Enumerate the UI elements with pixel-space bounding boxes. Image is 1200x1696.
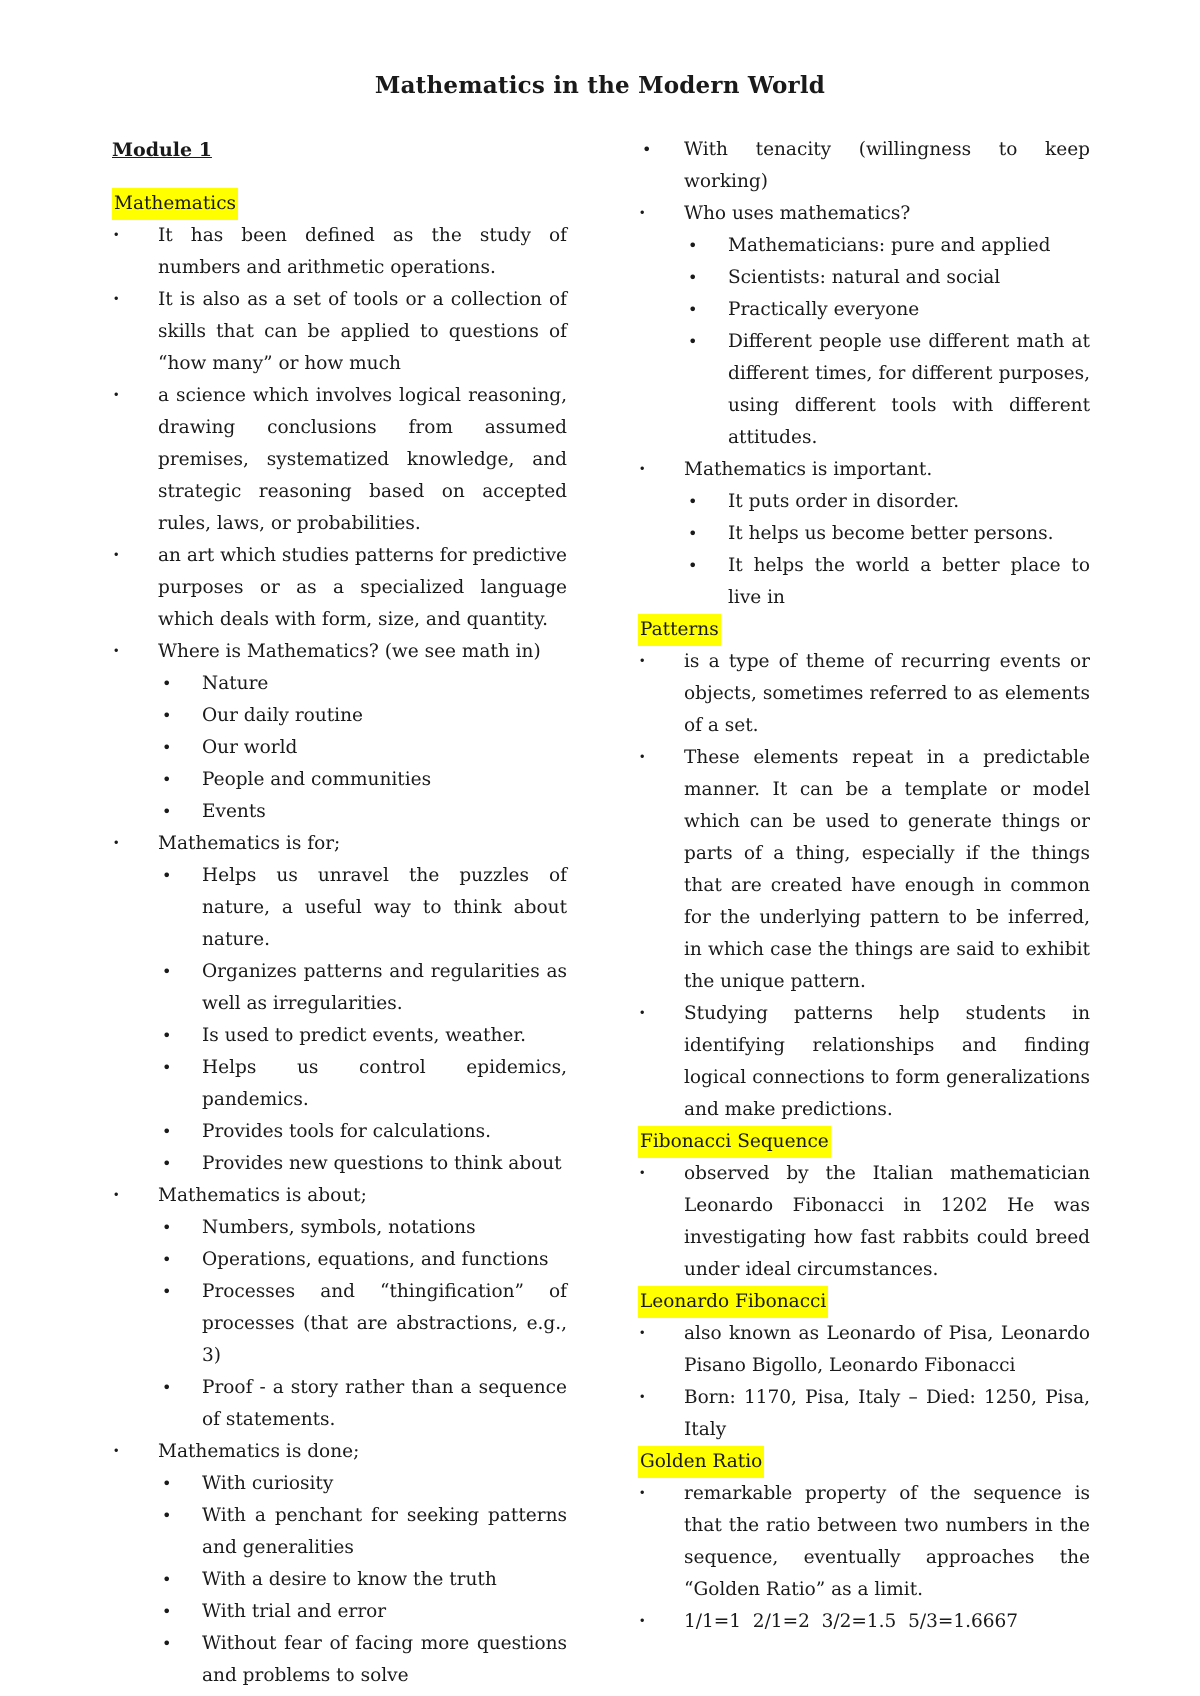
- sub-list-item: • Our world: [158, 732, 567, 764]
- leonardo-fibonacci-list: [638, 1318, 1090, 1446]
- list-item: · 1/1=1 2/1=2 3/2=1.5 5/3=1.6667: [638, 1606, 1090, 1638]
- sub-list-item: • Operations, equations, and functions: [158, 1244, 567, 1276]
- golden-ratio-list: [638, 1478, 1090, 1638]
- list-item: · It is also as a set of tools or a collection of skills that can be applied to questions of “how many” or how much: [112, 284, 567, 380]
- section-heading-mathematics: Mathematics: [112, 188, 238, 220]
- sub-list-item: • Scientists: natural and social: [684, 262, 1090, 294]
- sub-list-item: • Different people use different math at different times, for different purposes, using different tools with different attitudes.: [684, 326, 1090, 454]
- sub-list-item: • With curiosity: [158, 1468, 567, 1500]
- left-column: [112, 134, 567, 1692]
- list-item: · Studying patterns help students in identifying relationships and finding logical connections to form generalizations and make predictions.: [638, 998, 1090, 1126]
- sub-list-item: • Is used to predict events, weather.: [158, 1020, 567, 1052]
- sub-list-item: • Processes and “thingification” of processes (that are abstractions, e.g., 3): [158, 1276, 567, 1372]
- sub-list-item: • It helps us become better persons.: [684, 518, 1090, 550]
- sub-list: [158, 1212, 567, 1436]
- right-column: [638, 134, 1090, 1638]
- sub-list-item: • Without fear of facing more questions and problems to solve: [158, 1628, 567, 1692]
- list-item: · observed by the Italian mathematician Leonardo Fibonacci in 1202 He was investigating how fast rabbits could breed under ideal circumstances.: [638, 1158, 1090, 1286]
- sub-list-item: • Provides tools for calculations.: [158, 1116, 567, 1148]
- list-item: · Where is Mathematics? (we see math in) • Nature • Our daily routine • Our world • People and communities • Events: [112, 636, 567, 828]
- list-item: · These elements repeat in a predictable manner. It can be a template or model which can be used to generate things or parts of a thing, especially if the things that are created have enough in common for the underlying pattern to be inferred, in which case the things are said to exhibit the unique pattern.: [638, 742, 1090, 998]
- sub-list-item: • Our daily routine: [158, 700, 567, 732]
- sub-list-item: • Nature: [158, 668, 567, 700]
- sub-list-item: • Helps us unravel the puzzles of nature, a useful way to think about nature.: [158, 860, 567, 956]
- mathematics-list: [112, 220, 567, 1692]
- list-item: · Mathematics is important. • It puts order in disorder. • It helps us become better persons. • It helps the world a better place to live in: [638, 454, 1090, 614]
- sub-list-item: • Provides new questions to think about: [158, 1148, 567, 1180]
- fibonacci-sequence-list: [638, 1158, 1090, 1286]
- section-heading-fibonacci-sequence: Fibonacci Sequence: [638, 1126, 831, 1158]
- sub-list: [684, 230, 1090, 454]
- section-heading-leonardo-fibonacci: Leonardo Fibonacci: [638, 1286, 828, 1318]
- patterns-list: [638, 646, 1090, 1126]
- list-item: · a science which involves logical reasoning, drawing conclusions from assumed premises, systematized knowledge, and strategic reasoning based on accepted rules, laws, or probabilities.: [112, 380, 567, 540]
- sub-list-item: • Helps us control epidemics, pandemics.: [158, 1052, 567, 1116]
- sub-list-item: • With trial and error: [158, 1596, 567, 1628]
- sub-list-item: • It puts order in disorder.: [684, 486, 1090, 518]
- module-heading: Module 1: [112, 139, 212, 161]
- sub-list: [158, 860, 567, 1180]
- sub-list-item: • People and communities: [158, 764, 567, 796]
- sub-list-item: • Organizes patterns and regularities as well as irregularities.: [158, 956, 567, 1020]
- section-heading-patterns: Patterns: [638, 614, 721, 646]
- list-item: · Who uses mathematics? • Mathematicians: pure and applied • Scientists: natural and social • Practically everyone • Different people use different math at different times, for different purposes, using different tools with different attitudes.: [638, 198, 1090, 454]
- mathematics-continued-list: [638, 198, 1090, 614]
- list-item: · Mathematics is for; • Helps us unravel the puzzles of nature, a useful way to think about nature. • Organizes patterns and regularities as well as irregularities. • Is used to predict events, weather. • Helps us control epidemics, pandemics. • Provides tools for calculations. • Provides new questions to think about: [112, 828, 567, 1180]
- sub-list: [158, 668, 567, 828]
- sub-list-item: • Events: [158, 796, 567, 828]
- list-item: · Mathematics is about; • Numbers, symbols, notations • Operations, equations, and functions • Processes and “thingification” of processes (that are abstractions, e.g., 3) • Proof - a story rather than a sequence of statements.: [112, 1180, 567, 1436]
- sub-list: [158, 1468, 567, 1692]
- list-item: · remarkable property of the sequence is that the ratio between two numbers in the sequence, eventually approaches the “Golden Ratio” as a limit.: [638, 1478, 1090, 1606]
- list-item: · Born: 1170, Pisa, Italy – Died: 1250, Pisa, Italy: [638, 1382, 1090, 1446]
- list-item: · Mathematics is done; • With curiosity • With a penchant for seeking patterns and generalities • With a desire to know the truth • With trial and error • Without fear of facing more questions and problems to solve: [112, 1436, 567, 1692]
- sub-list-item: • With a penchant for seeking patterns and generalities: [158, 1500, 567, 1564]
- sub-list-item: • With tenacity (willingness to keep working): [638, 134, 1090, 198]
- sub-list: [684, 486, 1090, 614]
- sub-list-item: • Proof - a story rather than a sequence of statements.: [158, 1372, 567, 1436]
- sub-list-item: • It helps the world a better place to live in: [684, 550, 1090, 614]
- list-item: · is a type of theme of recurring events or objects, sometimes referred to as elements of a set.: [638, 646, 1090, 742]
- sub-list-item: • Numbers, symbols, notations: [158, 1212, 567, 1244]
- list-item: · also known as Leonardo of Pisa, Leonardo Pisano Bigollo, Leonardo Fibonacci: [638, 1318, 1090, 1382]
- section-heading-golden-ratio: Golden Ratio: [638, 1446, 764, 1478]
- sub-list-item: • Practically everyone: [684, 294, 1090, 326]
- list-item: · an art which studies patterns for predictive purposes or as a specialized language which deals with form, size, and quantity.: [112, 540, 567, 636]
- page-title: Mathematics in the Modern World: [374, 72, 826, 99]
- sub-list-item: • With a desire to know the truth: [158, 1564, 567, 1596]
- continued-sub-list: [638, 134, 1090, 198]
- list-item: · It has been defined as the study of numbers and arithmetic operations.: [112, 220, 567, 284]
- sub-list-item: • Mathematicians: pure and applied: [684, 230, 1090, 262]
